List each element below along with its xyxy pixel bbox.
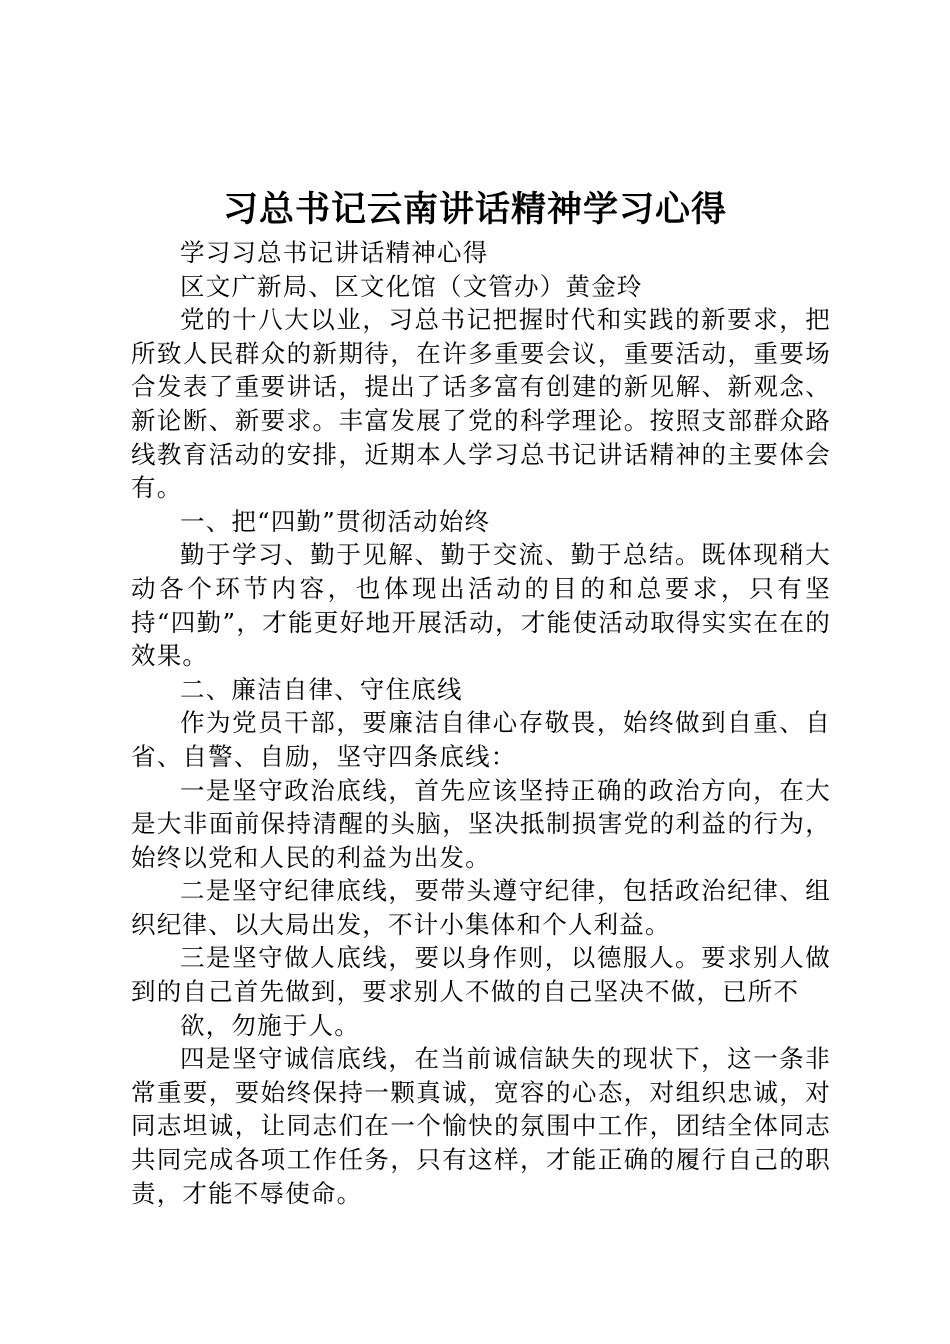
document-body [131, 236, 831, 1210]
conduct-bottom-line-paragraph: 三是坚守做人底线，要以身作则，以德服人。要求别人做到的自己首先做到，要求别人不做的自己坚决不做，已所不 [131, 943, 831, 1007]
section-heading-1: 一、把“四勤”贯彻活动始终 [180, 506, 491, 536]
political-bottom-line-paragraph: 一是坚守政治底线，首先应该坚持正确的政治方向，在大是大非面前保持清醒的头脑，坚决抵制损害党的利益的行为，始终以党和人民的利益为出发。 [131, 775, 831, 872]
section-heading-2: 二、廉洁自律、守住底线 [180, 674, 463, 704]
discipline-bottom-line-paragraph: 二是坚守纪律底线，要带头遵守纪律，包括政治纪律、组织纪律、以大局出发，不计小集体和个人利益。 [131, 876, 831, 939]
conduct-bottom-line-continuation: 欲，勿施于人。 [180, 1010, 360, 1040]
section-2-intro-paragraph: 作为党员干部，要廉洁自律心存敬畏，始终做到自重、自省、自警、自励，坚守四条底线： [131, 708, 831, 771]
intro-paragraph: 党的十八大以业，习总书记把握时代和实践的新要求，把所致人民群众的新期待，在许多重要会议，重要活动，重要场合发表了重要讲话，提出了话多富有创建的新见解、新观念、新论断、新要求。丰富发展了党的科学理论。按照支部群众路线教育活动的安排，近期本人学习总书记讲话精神的主要体会有。 [131, 305, 831, 503]
author-paragraph: 区文广新局、区文化馆（文管办）黄金玲 [180, 271, 643, 301]
subtitle-paragraph: 学习习总书记讲话精神心得 [180, 238, 489, 267]
section-1-paragraph: 勤于学习、勤于见解、勤于交流、勤于总结。既体现稍大动各个环节内容，也体现出活动的目的和总要求，只有坚持“四勤”，才能更好地开展活动，才能使活动取得实实在在的效果。 [131, 540, 831, 671]
integrity-bottom-line-paragraph: 四是坚守诚信底线，在当前诚信缺失的现状下，这一条非常重要，要始终保持一颗真诚，宽容的心态，对组织忠诚，对同志坦诚，让同志们在一个愉快的氛围中工作，团结全体同志共同完成各项工作任务，只有这样，才能正确的履行自己的职责，才能不辱使命。 [131, 1044, 831, 1208]
document-title: 习总书记云南讲话精神学习心得 [222, 190, 727, 230]
